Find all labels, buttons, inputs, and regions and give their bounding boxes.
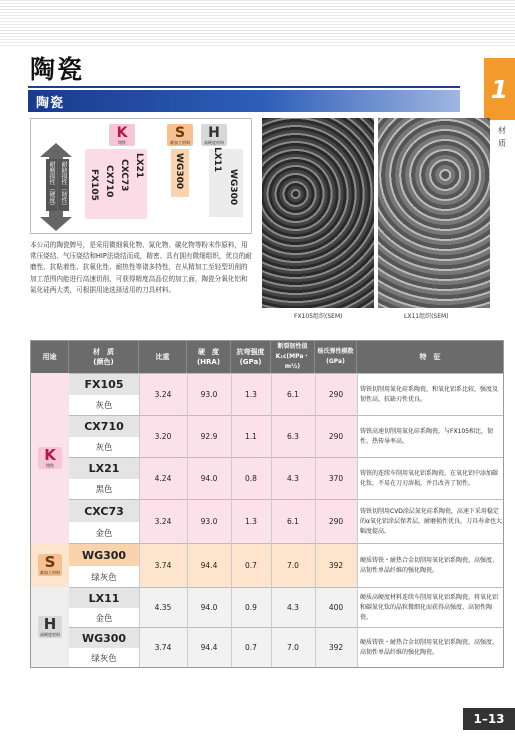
chapter-tab[interactable]: 1: [484, 58, 515, 120]
k-group-letter: K: [44, 446, 56, 464]
header-stripe: [0, 0, 515, 46]
strength-value: 1.3: [245, 517, 257, 526]
hardness-value: 93.0: [200, 517, 218, 526]
h-badge: [201, 124, 227, 146]
col-divider: [231, 373, 232, 667]
strength-value: 0.7: [245, 561, 257, 570]
strength-value: 1.1: [245, 432, 257, 441]
grade-name: LX11: [69, 588, 139, 608]
k-group-sub: 铸铁: [46, 463, 54, 468]
chapter-label: 材质: [498, 126, 506, 148]
grade-name: CX710: [69, 416, 139, 437]
th-strength: [231, 341, 271, 373]
th-modulus-label: 杨氏弹性模数: [317, 348, 354, 355]
table-row: [69, 415, 503, 457]
hardness-value: 93.0: [200, 390, 218, 399]
modulus-value: 290: [328, 432, 344, 441]
diagram-grade-cxc73: CXC73: [119, 159, 129, 192]
strength-value: 0.7: [245, 643, 257, 652]
table-row: [69, 627, 503, 667]
sem-image-lx11: [378, 118, 490, 308]
th-toughness: [271, 341, 315, 373]
table-header: [31, 341, 503, 373]
properties-table: [30, 340, 504, 668]
th-material-sub: (颜色): [93, 358, 114, 366]
diagram-grade-wg300: WG300: [174, 153, 184, 190]
feature-text: 铸铁切削用氮化硅系陶瓷，和氧化铝系比较，强度及韧性高，抗缺刃性优良。: [357, 374, 503, 415]
k-badge-sub: 铸铁: [118, 139, 126, 145]
th-strength-label: 抗弯强度: [236, 348, 265, 356]
h-group-sub: 高硬度材料: [40, 632, 60, 637]
col-divider: [139, 373, 140, 667]
density-value: 4.24: [154, 474, 172, 483]
feature-text: 硬质铸铁・耐热合金切削用氧化铝系陶瓷，高强度、高韧性单晶纤维的强化陶瓷。: [357, 628, 503, 667]
density-value: 4.35: [154, 603, 172, 612]
h-group-badge: [38, 616, 62, 638]
density-value: 3.24: [154, 390, 172, 399]
th-toughness-unit: K₁c(MPa・m½): [275, 353, 310, 370]
grade-cell: [69, 458, 139, 499]
grade-diagram: [30, 118, 252, 234]
table-row: [69, 499, 503, 543]
page-number: 1–13: [463, 708, 515, 730]
feature-text: 铸铁切削用CVD涂层氮化硅系陶瓷，高速下采用稳定的α氧化铝涂层保者层，耐磨损性优良，刀具寿命也大幅度提高。: [357, 500, 503, 543]
toughness-value: 7.0: [287, 643, 299, 652]
grade-name: FX105: [69, 374, 139, 395]
use-group-h: [31, 587, 69, 667]
modulus-value: 392: [328, 643, 344, 652]
sem-caption-lx11: LX11组织(SEM): [404, 313, 449, 320]
th-modulus-unit: (GPa): [326, 358, 345, 365]
hardness-value: 94.4: [200, 643, 218, 652]
hardness-value: 94.0: [200, 474, 218, 483]
grade-cell: [69, 588, 139, 627]
h-group-letter: H: [43, 615, 57, 633]
s-badge-sub: 难加工材料: [170, 139, 190, 145]
intro-paragraph: 本公司的陶瓷牌号，是采用微细氧化物、氮化物、碳化物等粉末作原料，用常压烧结、气压烧结和HIP法烧结而成，精密、具有拥有微细组织，优良的耐磨性、抗粘着性、抗氧化性、耐热性等诸多特性，在从精加工至轻型切削的加工范围内能进行高速切削，可获得精度高品位的加工面，陶瓷分氧化铝和氮化硅两大类，可根据用途选择适用的刀具材料。: [30, 241, 252, 294]
section-bar: [28, 90, 460, 112]
use-group-k: [31, 373, 69, 543]
th-strength-unit: (GPa): [239, 358, 262, 366]
s-group-sub: 难加工材料: [40, 570, 60, 575]
h-badge-sub: 高硬度材料: [204, 139, 224, 145]
toughness-value: 6.1: [287, 517, 299, 526]
grade-name: WG300: [69, 544, 139, 566]
grade-cell: [69, 500, 139, 543]
th-use-label: 用途: [42, 353, 57, 361]
grade-color: 绿灰色: [69, 648, 139, 667]
strength-value: 0.8: [245, 474, 257, 483]
strength-value: 0.9: [245, 603, 257, 612]
axis-label-bottom: 耐缺损性（韧性）: [60, 161, 67, 209]
grade-cell: [69, 544, 139, 587]
grade-cell: [69, 628, 139, 667]
hardness-value: 94.0: [200, 603, 218, 612]
col-divider: [357, 373, 358, 667]
th-feature-label: 特 征: [419, 353, 441, 361]
density-value: 3.74: [154, 643, 172, 652]
diagram-grade-fx105: FX105: [89, 169, 99, 201]
grade-name: WG300: [69, 628, 139, 648]
toughness-value: 7.0: [287, 561, 299, 570]
th-density: [139, 341, 187, 373]
density-value: 3.20: [154, 432, 172, 441]
feature-text: 铸铁的连续车削用氧化铝系陶瓷，在氧化铝中添加碳化钛，不易在刀刃溶损，并且改善了韧性。: [357, 458, 503, 499]
diagram-grade-lx21: LX21: [134, 153, 144, 179]
modulus-value: 290: [328, 517, 344, 526]
sem-caption-fx105: FX105组织(SEM): [294, 313, 343, 320]
hardness-value: 94.4: [200, 561, 218, 570]
toughness-value: 6.3: [287, 432, 299, 441]
toughness-value: 4.3: [287, 474, 299, 483]
grade-name: CXC73: [69, 500, 139, 522]
modulus-value: 392: [328, 561, 344, 570]
modulus-value: 290: [328, 390, 344, 399]
table-row: [69, 457, 503, 499]
feature-text: 硬质铸铁・耐热合金切削用氧化铝系陶瓷，高强度、高韧性单晶纤维的强化陶瓷。: [357, 544, 503, 587]
grade-color: 金色: [69, 608, 139, 627]
th-hardness: [187, 341, 231, 373]
th-use: [31, 341, 69, 373]
density-value: 3.24: [154, 517, 172, 526]
density-value: 3.74: [154, 561, 172, 570]
th-hardness-label: 硬 度: [198, 348, 219, 356]
grade-color: 绿灰色: [69, 566, 139, 587]
h-badge-letter: H: [208, 124, 220, 141]
grade-cell: [69, 374, 139, 415]
table-row: [69, 587, 503, 627]
diagram-grade-lx11: LX11: [212, 147, 222, 173]
k-badge-letter: K: [116, 124, 128, 141]
modulus-value: 400: [328, 603, 344, 612]
s-badge: [167, 124, 193, 146]
th-modulus: [315, 341, 357, 373]
th-density-label: 比重: [155, 353, 170, 361]
s-group-badge: [38, 554, 62, 576]
s-group-letter: S: [44, 553, 56, 571]
feature-text: 硬质高硬度材料连续车削用氧化铝系陶瓷，将氧化铝和碳氮化钛的晶粒微细化而获得高强度、高韧性陶瓷。: [357, 588, 503, 627]
th-feature: [357, 341, 503, 373]
grade-color: 灰色: [69, 395, 139, 415]
axis-label-top: 耐磨损性（硬度）: [48, 161, 55, 209]
table-row: [69, 543, 503, 587]
hardness-value: 92.9: [200, 432, 218, 441]
grade-color: 金色: [69, 522, 139, 543]
grade-name: LX21: [69, 458, 139, 479]
grade-cell: [69, 416, 139, 457]
s-badge-letter: S: [174, 124, 186, 141]
modulus-value: 370: [328, 474, 344, 483]
toughness-value: 4.3: [287, 603, 299, 612]
title-rule: [28, 86, 460, 88]
toughness-value: 6.1: [287, 390, 299, 399]
col-divider: [187, 373, 188, 667]
use-group-s: [31, 543, 69, 587]
diagram-grade-wg300-h: WG300: [228, 169, 238, 206]
sem-image-fx105: [262, 118, 374, 308]
strength-value: 1.3: [245, 390, 257, 399]
grade-color: 黑色: [69, 479, 139, 499]
feature-text: 铸铁高速切削用氮化硅系陶瓷，与FX105相比，韧性、热传导率高。: [357, 416, 503, 457]
col-divider: [271, 373, 272, 667]
col-divider: [315, 373, 316, 667]
th-hardness-unit: (HRA): [196, 358, 221, 366]
th-material-label: 材 质: [93, 348, 114, 356]
section-title: 陶瓷: [36, 96, 65, 111]
table-row: [69, 373, 503, 415]
page-title: 陶瓷: [30, 55, 85, 84]
diagram-grade-cx710: CX710: [104, 165, 114, 198]
th-toughness-label: 断裂韧性值: [277, 343, 308, 350]
k-group-badge: [38, 447, 62, 469]
k-badge: [109, 124, 135, 146]
grade-color: 灰色: [69, 437, 139, 457]
th-material: [69, 341, 139, 373]
